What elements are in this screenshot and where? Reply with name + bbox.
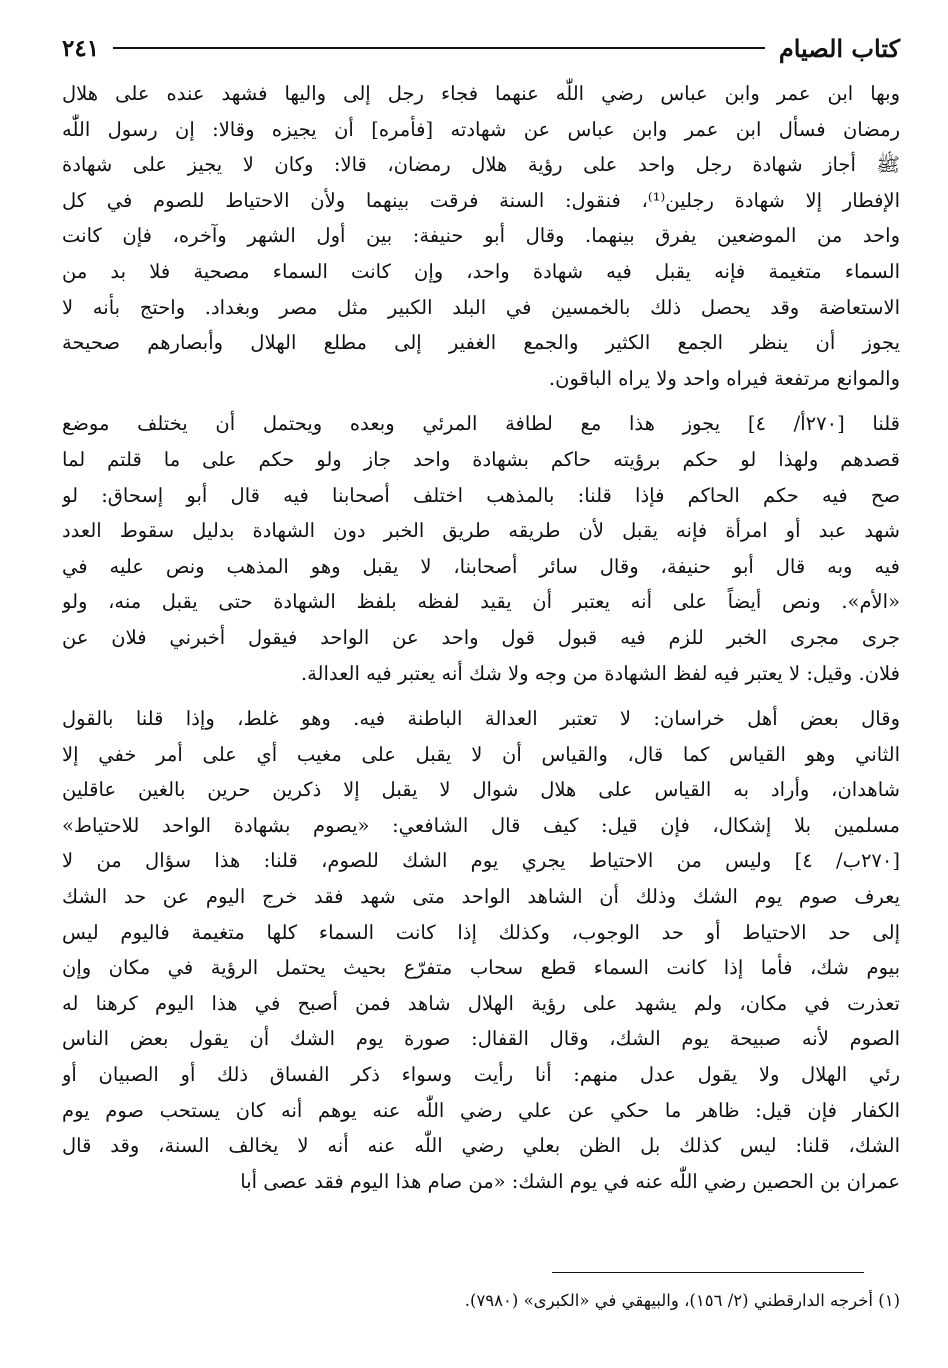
text-line: فيه وبه قال أبو حنيفة، وقال سائر أصحابنا، لا يقبل وهو المذهب ونص عليه في [62, 554, 900, 578]
page-number: ٢٤١ [62, 34, 100, 62]
footnote-separator [552, 1272, 864, 1273]
text-line: ﷺ أجاز شهادة رجل واحد على رؤية هلال رمضان، قالا: وكان لا يجيز على شهادة [62, 153, 900, 177]
text-line: تعذرت في مكان، ولم يشهد على رؤية الهلال شاهد فمن أصبح في هذا اليوم كرهنا له [62, 991, 900, 1015]
text-line: جرى مجرى الخبر للزم فيه قبول قول واحد عن الواحد فيقول أخبرني فلان عن [62, 625, 900, 649]
paragraph-gap [62, 396, 900, 406]
text-line: رئي الهلال ولا يقول عدل منهم: أنا رأيت وسواء ذكر الفساق ذلك أو الصبيان أو [62, 1063, 900, 1087]
main-text [62, 76, 900, 1199]
running-title: كتاب الصيام [778, 33, 900, 63]
footnote: (١) أخرجه الدارقطني (٢/ ١٥٦)، والبيهقي في «الكبرى» (٧٩٨٠). [464, 1291, 900, 1310]
text-line: واحد من الموضعين يفرق بينهما. وقال أبو حنيفة: بين أول الشهر وآخره، فإن كانت [62, 224, 900, 248]
text-line: والموانع مرتفعة فيراه واحد ولا يراه الباقون. [548, 366, 900, 390]
text-line: الكفار فإن قيل: ظاهر ما حكي عن علي رضي اللّٰه عنه يوهم أنه كان يستحب صوم يوم [62, 1098, 900, 1122]
paragraph [62, 406, 900, 691]
paragraph [62, 701, 900, 1199]
text-line: إلى حد الاحتياط أو حد الوجوب، وكذلك إذا كانت السماء كلها متغيمة فاليوم ليس [62, 920, 900, 944]
text-line: قصدهم ولهذا لو حكم برؤيته حاكم بشهادة واحد جاز ولو حكم على ما قلتم لما [62, 447, 900, 471]
text-line: [٢٧٠ب/ ٤] وليس من الاحتياط يجري يوم الشك للصوم، قلنا: هذا سؤال من لا [62, 849, 900, 873]
header-rule [113, 47, 765, 49]
text-line: صح فيه حكم الحاكم فإذا قلنا: بالمذهب اختلف أصحابنا فيه قال أبو إسحاق: لو [62, 483, 900, 507]
text-line: السماء متغيمة فإنه يقبل فيه شهادة واحد، وإن كانت السماء مصحية فلا بد من [62, 259, 900, 283]
paragraph-gap [62, 691, 900, 701]
text-line: شاهدان، وأراد به القياس على هلال شوال لا يقبل إلا ذكرين حرين بالغين عاقلين [62, 778, 900, 802]
text-line: الشك، قلنا: ليس كذلك بل الظن بعلي رضي اللّٰه عنه أنه لا يخالف السنة، وقد قال [62, 1134, 900, 1158]
text-line: فلان. وقيل: لا يعتبر فيه لفظ الشهادة من وجه ولا شك أنه يعتبر فيه العدالة. [300, 661, 900, 685]
text-line: قلنا [٢٧٠أ/ ٤] يجوز هذا مع لطافة المرئي وبعده ويحتمل أن يختلف موضع [62, 412, 900, 436]
text-line: وبها ابن عمر وابن عباس رضي اللّٰه عنهما فجاء رجل إلى واليها فشهد عنده على هلال [62, 82, 900, 105]
page-header [62, 30, 900, 66]
text-line: رمضان فسأل ابن عمر وابن عباس عن شهادته [فأمره] أن يجيزه وقالا: إن رسول اللّٰه [62, 117, 900, 141]
text-line: الصوم لأنه صبيحة يوم الشك، وقال القفال: صورة يوم الشك أن يقول بعض الناس [62, 1027, 900, 1051]
text-line: الاستعاضة وقد يحصل ذلك بالخمسين في البلد الكبير مثل مصر وبغداد. واحتج بأنه لا [62, 295, 900, 319]
text-line: يعرف صوم يوم الشك وذلك أن الشاهد الواحد متى شهد فقد خرج اليوم عن حد الشك [62, 885, 900, 909]
text-line: شهد عبد أو امرأة فإنه يقبل لأن طريقه طريق الخبر دون الشهادة بدليل سقوط العدد [62, 519, 900, 543]
text-line: مسلمين بلا إشكال، فإن قيل: كيف قال الشافعي: «يصوم بشهادة الواحد للاحتياط» [62, 813, 900, 837]
text-line: عمران بن الحصين رضي اللّٰه عنه في يوم الشك: «من صام هذا اليوم فقد عصى أبا [240, 1169, 900, 1193]
text-line: وقال بعض أهل خراسان: لا تعتبر العدالة الباطنة فيه. وهو غلط، وإذا قلنا بالقول [62, 707, 900, 731]
text-line: يجوز أن ينظر الجمع الكثير والجمع الغفير إلى مطلع الهلال وأبصارهم صحيحة [62, 331, 900, 355]
paragraph [62, 76, 900, 396]
text-line: الثاني وهو القياس كما قال، والقياس أن لا يقبل على مغيب أي على أمر خفي إلا [62, 742, 900, 766]
text-line: بيوم شك، فأما إذا كانت السماء قطع سحاب متفرّع بحيث يحتمل الرؤية في مكان وإن [62, 956, 900, 980]
text-line: الإفطار إلا شهادة رجلين⁽¹⁾، فنقول: السنة فرقت بينهما ولأن الاحتياط للصوم في كل [62, 188, 900, 212]
text-line: «الأم». ونص أيضاً على أنه يعتبر أن يقيد لفظه بلفظ الشهادة حتى يقبل منه، ولو [62, 590, 900, 614]
